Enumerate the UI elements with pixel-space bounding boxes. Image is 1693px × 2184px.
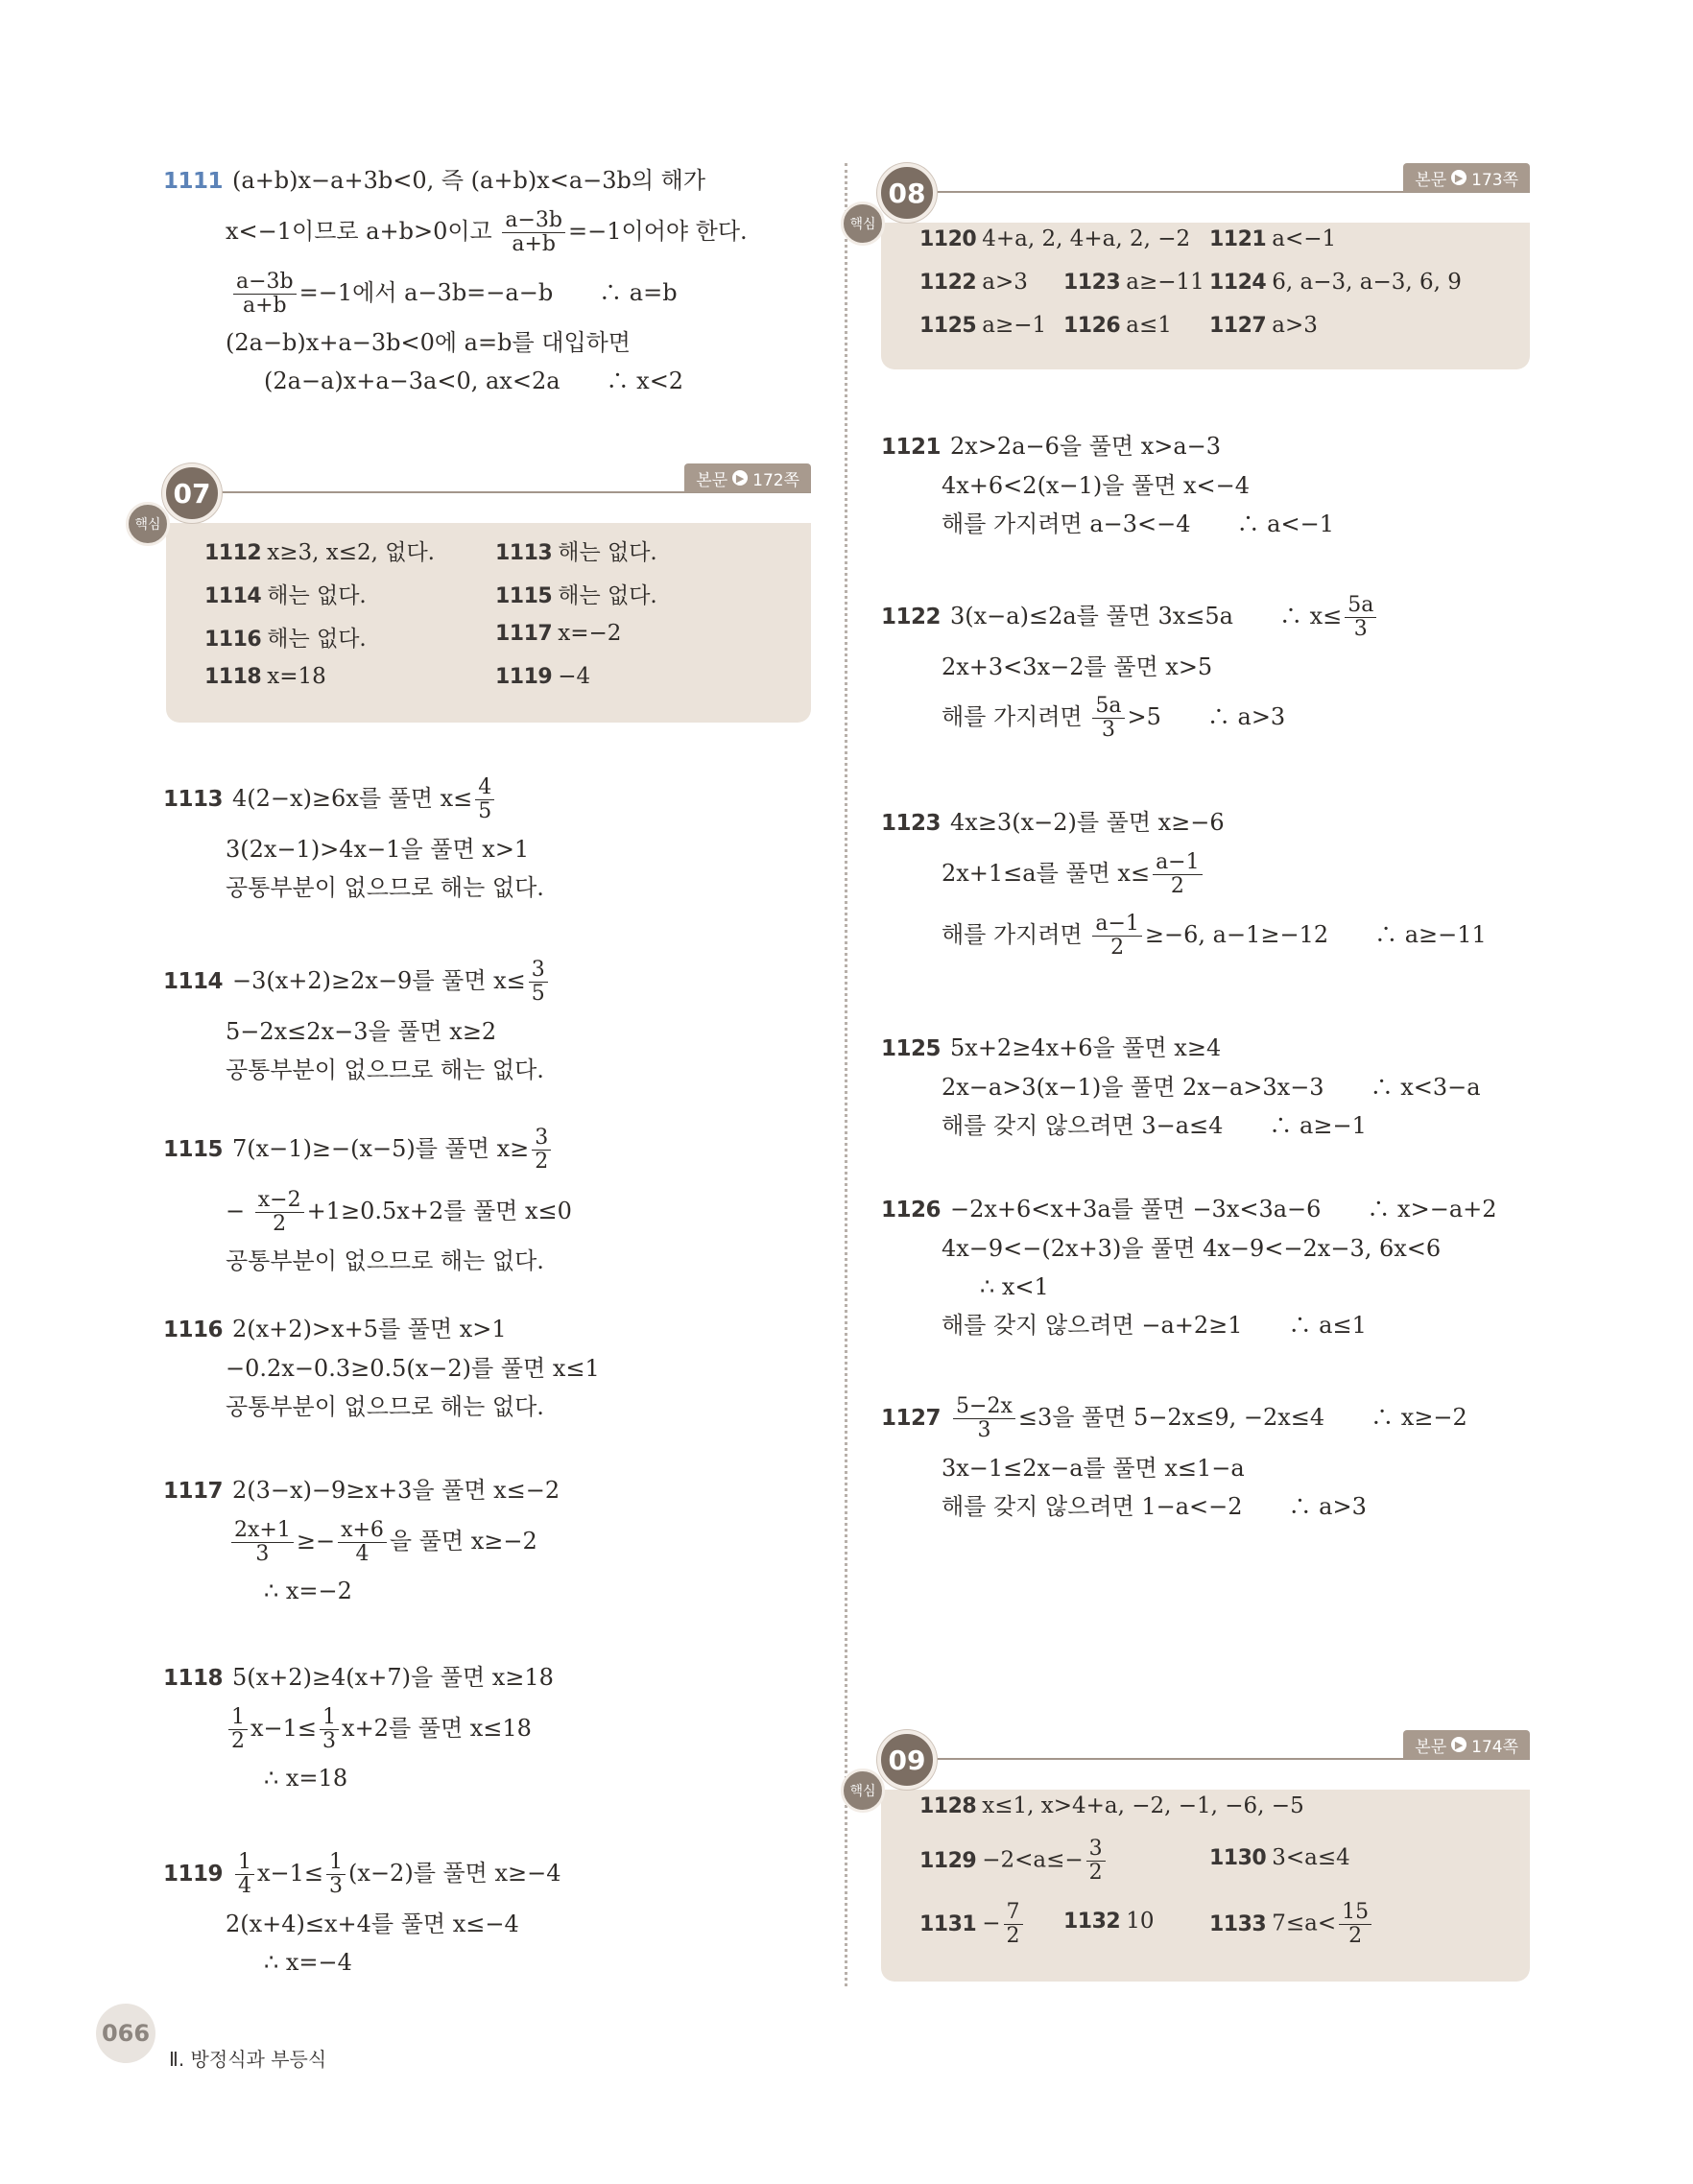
answer-1119: 1119 −4 — [495, 664, 591, 689]
arrow-icon: ▶ — [732, 470, 748, 486]
solution-1126: 1126 −2x+6<x+3a를 풀면 −3x<3a−6 ∴ x>−a+2 4x−9<−(2x+3)을 풀면 4x−9<−2x−3, 6x<6 ∴ x<1 해를 갖지 않으려면 −a+2≥1 ∴ a≤1 — [881, 1196, 1497, 1339]
solution-1111: 1111 (a+b)x−a+3b<0, 즉 (a+b)x<a−3b의 해가 x<−1이므로 a+b>0이고 $\frac{a-3b}{a+b}$ =−1이어야 한다. $\frac{a-3b}{a+b}$ =−1에서 a−3b=−a−b ∴ a=b (2a−b)x+a−3b<0에 a=b를 대입하면 (2a−a)x+a−3a<0, ax<2a ∴ x<2 — [163, 167, 748, 394]
fraction: $\frac{3}{2}$ — [1086, 1838, 1106, 1885]
fraction: $\frac{5a}{3}$ — [1092, 695, 1124, 742]
answer-1131: 1131 − $\frac{7}{2}$ — [919, 1901, 1026, 1948]
solution-1117: 1117 2(3−x)−9≥x+3을 풀면 x≤−2 $\frac{2x+1}{3}$ ≥− $\frac{x+6}{4}$ 을 풀면 x≥−2 ∴ x=−2 — [163, 1477, 560, 1604]
answer-box-07 — [134, 470, 811, 723]
answer-1120: 1120 4+a, 2, 4+a, 2, −2 — [919, 226, 1191, 251]
textbook-ref: 본문 ▶ 172쪽 — [684, 463, 811, 492]
answer-1125: 1125 a≥−1 — [919, 313, 1047, 338]
answer-1132: 1132 10 — [1063, 1909, 1155, 1934]
solution-1116: 1116 2(x+2)>x+5를 풀면 x>1 −0.2x−0.3≥0.5(x−2)를 풀면 x≤1 공통부분이 없으므로 해는 없다. — [163, 1316, 600, 1420]
answer-1123: 1123 a≥−11 — [1063, 270, 1204, 295]
textbook-ref: 본문 ▶ 173쪽 — [1403, 163, 1530, 192]
core-tag: 핵심 — [841, 1769, 885, 1813]
fraction: $\frac{a-3b}{a+b}$ — [233, 271, 297, 318]
fraction: $\frac{7}{2}$ — [1004, 1901, 1023, 1948]
answer-1130: 1130 3<a≤4 — [1209, 1845, 1350, 1870]
solution-1127: 1127 $\frac{5-2x}{3}$ ≤3을 풀면 5−2x≤9, −2x≤4 ∴ x≥−2 3x−1≤2x−a를 풀면 x≤1−a 해를 갖지 않으려면 1−a<−2 ∴ a>3 — [881, 1394, 1467, 1520]
answer-1112: 1112 x≥3, x≤2, 없다. — [204, 540, 435, 565]
answer-1115: 1115 해는 없다. — [495, 583, 657, 608]
answer-box-08 — [849, 170, 1530, 369]
answer-1128: 1128 x≤1, x>4+a, −2, −1, −6, −5 — [919, 1793, 1304, 1818]
section-badge: 09 — [877, 1730, 937, 1790]
page-number: 066 — [96, 2004, 155, 2063]
answer-1133: 1133 7≤a< $\frac{15}{2}$ — [1209, 1901, 1374, 1948]
solution-1125: 1125 5x+2≥4x+6을 풀면 x≥4 2x−a>3(x−1)을 풀면 2x−a>3x−3 ∴ x<3−a 해를 갖지 않으려면 3−a≤4 ∴ a≥−1 — [881, 1034, 1481, 1139]
textbook-ref: 본문 ▶ 174쪽 — [1403, 1730, 1530, 1759]
solution-1113: 1113 4(2−x)≥6x를 풀면 x≤ $\frac{4}{5}$ 3(2x−1)>4x−1을 풀면 x>1 공통부분이 없으므로 해는 없다. — [163, 775, 544, 901]
core-tag: 핵심 — [841, 202, 885, 246]
fraction: $\frac{5-2x}{3}$ — [953, 1395, 1015, 1442]
fraction: $\frac{4}{5}$ — [475, 776, 494, 823]
fraction: $\frac{x-2}{2}$ — [255, 1189, 304, 1236]
answer-1129: 1129 −2<a≤− $\frac{3}{2}$ — [919, 1838, 1109, 1885]
solution-1119: 1119 $\frac{1}{4}$ x−1≤ $\frac{1}{3}$ (x−2)를 풀면 x≥−4 2(x+4)≤x+4를 풀면 x≤−4 ∴ x=−4 — [163, 1850, 561, 1976]
answer-1118: 1118 x=18 — [204, 664, 326, 689]
core-tag: 핵심 — [126, 502, 170, 546]
solution-1121: 1121 2x>2a−6을 풀면 x>a−3 4x+6<2(x−1)을 풀면 x<−4 해를 가지려면 a−3<−4 ∴ a<−1 — [881, 433, 1334, 537]
answer-1113: 1113 해는 없다. — [495, 540, 657, 565]
answer-1122: 1122 a>3 — [919, 270, 1028, 295]
fraction: $\frac{1}{2}$ — [228, 1706, 248, 1753]
section-badge: 08 — [877, 163, 937, 223]
solution-1123: 1123 4x≥3(x−2)를 풀면 x≥−6 2x+1≤a를 풀면 x≤ $\frac{a-1}{2}$ 해를 가지려면 $\frac{a-1}{2}$ ≥−6, a−1≥−12 ∴ a≥−11 — [881, 809, 1487, 960]
left-column — [134, 144, 811, 1976]
fraction: $\frac{15}{2}$ — [1339, 1901, 1371, 1948]
fraction: $\frac{1}{4}$ — [235, 1851, 254, 1898]
answer-1117: 1117 x=−2 — [495, 621, 622, 646]
fraction: $\frac{1}{3}$ — [320, 1706, 339, 1753]
fraction: $\frac{3}{5}$ — [529, 959, 548, 1006]
chapter-title: Ⅱ. 방정식과 부등식 — [169, 2048, 327, 2071]
solution-1118: 1118 5(x+2)≥4(x+7)을 풀면 x≥18 $\frac{1}{2}$ x−1≤ $\frac{1}{3}$ x+2를 풀면 x≤18 ∴ x=18 — [163, 1664, 554, 1792]
answer-1126: 1126 a≤1 — [1063, 313, 1172, 338]
solution-1122: 1122 3(x−a)≤2a를 풀면 3x≤5a ∴ x≤ $\frac{5a}{3}$ 2x+3<3x−2를 풀면 x>5 해를 가지려면 $\frac{5a}{3}$ >5 ∴ a>3 — [881, 585, 1379, 748]
problem-number: 1111 — [163, 169, 224, 194]
section-badge: 07 — [162, 463, 222, 523]
fraction: $\frac{2x+1}{3}$ — [231, 1519, 294, 1566]
answer-1127: 1127 a>3 — [1209, 313, 1318, 338]
fraction: $\frac{a-1}{2}$ — [1153, 851, 1203, 898]
answer-1114: 1114 해는 없다. — [204, 583, 367, 608]
fraction: $\frac{a-3b}{a+b}$ — [502, 209, 565, 256]
column-divider — [845, 163, 847, 1986]
answer-1124: 1124 6, a−3, a−3, 6, 9 — [1209, 270, 1462, 295]
answer-1116: 1116 해는 없다. — [204, 627, 367, 652]
fraction: $\frac{1}{3}$ — [326, 1851, 346, 1898]
fraction: $\frac{5a}{3}$ — [1345, 594, 1376, 641]
fraction: $\frac{x+6}{4}$ — [338, 1519, 387, 1566]
fraction: $\frac{3}{2}$ — [532, 1127, 551, 1174]
arrow-icon: ▶ — [1451, 170, 1466, 185]
arrow-icon: ▶ — [1451, 1737, 1466, 1752]
answer-box-09 — [849, 1737, 1530, 1982]
solution-1115: 1115 7(x−1)≥−(x−5)를 풀면 x≥ $\frac{3}{2}$ − $\frac{x-2}{2}$ +1≥0.5x+2를 풀면 x≤0 공통부분이 없으므로 해는 없다. — [163, 1126, 572, 1274]
solution-1114: 1114 −3(x+2)≥2x−9를 풀면 x≤ $\frac{3}{5}$ 5−2x≤2x−3을 풀면 x≥2 공통부분이 없으므로 해는 없다. — [163, 950, 551, 1089]
fraction: $\frac{a-1}{2}$ — [1092, 913, 1142, 960]
answer-1121: 1121 a<−1 — [1209, 226, 1337, 251]
